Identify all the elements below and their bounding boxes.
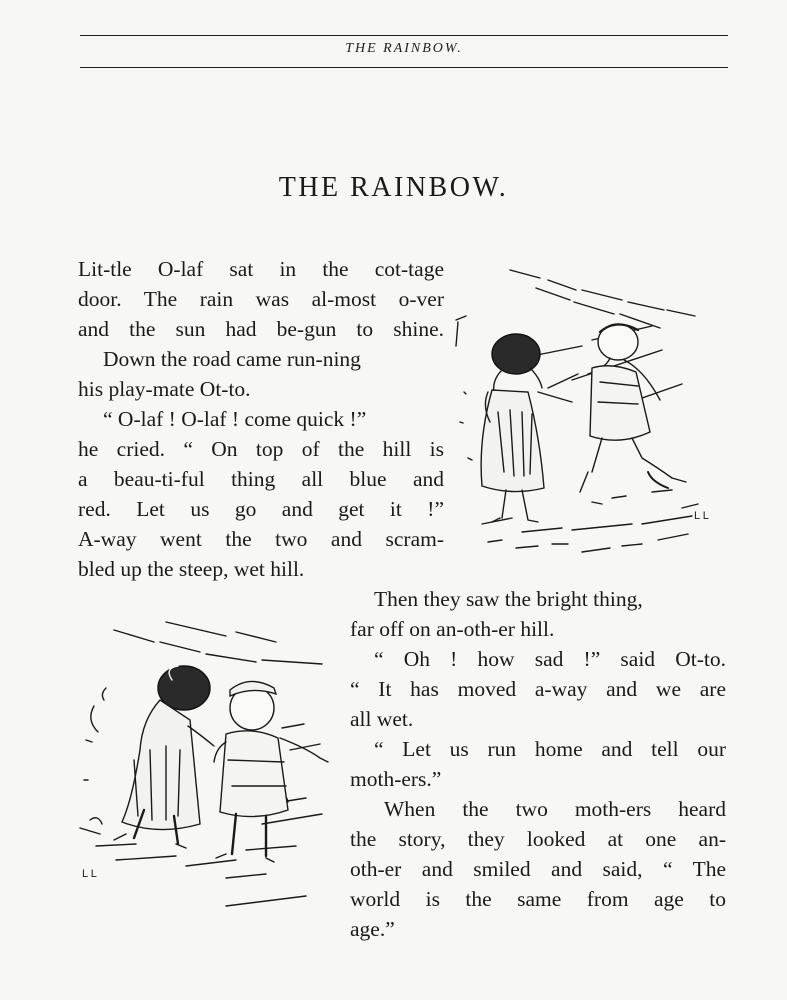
story-line: all wet.	[350, 707, 414, 731]
story-line: moth-ers.”	[350, 767, 442, 791]
story-line: Down the road came run-ning	[103, 347, 361, 371]
header-rule-bottom	[80, 67, 728, 68]
story-line: A-way went the two and scram-	[78, 527, 444, 551]
story-line: far off on an-oth-er hill.	[350, 617, 555, 641]
illustration-children-walking-home	[76, 610, 338, 914]
story-line: Then they saw the bright thing,	[374, 587, 643, 611]
story-title: THE RAINBOW.	[278, 172, 509, 203]
story-line: a beau-ti-ful thing all blue and	[78, 467, 444, 491]
story-line: bled up the steep, wet hill.	[78, 557, 305, 581]
story-line: red. Let us go and get it !”	[78, 497, 444, 521]
story-line: and the sun had be-gun to shine.	[78, 317, 444, 341]
story-line: When the two moth-ers heard	[384, 797, 726, 821]
story-line: door. The rain was al-most o-ver	[78, 287, 444, 311]
story-line: the story, they looked at one an-	[350, 827, 726, 851]
illustration-children-climbing-hill	[452, 262, 722, 562]
header-rule-top	[80, 35, 728, 36]
story-line: “ O-laf ! O-laf ! come quick !”	[103, 407, 367, 431]
story-line: “ It has moved a-way and we are	[350, 677, 726, 701]
story-line: oth-er and smiled and said, “ The	[350, 857, 726, 881]
story-line: his play-mate Ot-to.	[78, 377, 251, 401]
illustration-signature: L L	[694, 510, 709, 522]
story-line: he cried. “ On top of the hill is	[78, 437, 444, 461]
story-line: Lit-tle O-laf sat in the cot-tage	[78, 257, 444, 281]
story-line: age.”	[350, 917, 395, 941]
story-line: “ Let us run home and tell our	[374, 737, 726, 761]
running-head: THE RAINBOW.	[345, 41, 463, 56]
illustration-signature: L L	[82, 868, 97, 880]
story-line: world is the same from age to	[350, 887, 726, 911]
story-line: “ Oh ! how sad !” said Ot-to.	[374, 647, 726, 671]
